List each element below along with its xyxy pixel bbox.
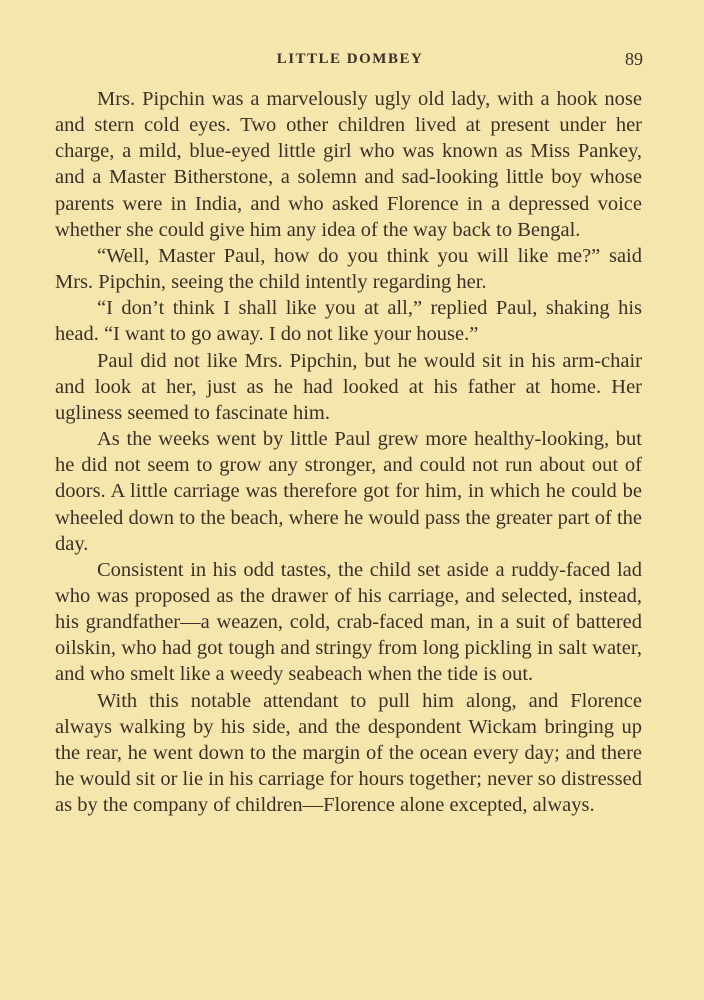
paragraph: Mrs. Pipchin was a marvelously ugly old lady, with a hook nose and stern cold eyes. Two other children lived at present under her charge, a mild, blue-eyed little girl who was known as Miss Pankey, and a Master Bitherstone, a solemn and sad-looking little boy whose parents were in India, and who asked Florence in a depressed voice whether she could give him any idea of the way back to Bengal.: [55, 88, 642, 241]
page-number: 89: [625, 49, 643, 69]
running-title: LITTLE DOMBEY: [276, 51, 424, 67]
paragraph: Paul did not like Mrs. Pipchin, but he would sit in his arm-chair and look at her, just as he had looked at his father at home. Her ugliness seemed to fascinate him.: [55, 349, 642, 424]
paragraph: With this notable attendant to pull him along, and Florence always walking by his side, and the despondent Wickam bringing up the rear, he went down to the margin of the ocean every day; and there he would sit or lie in his carriage for hours together; never so distressed as by the company of children—Florence alone excepted, always.: [55, 689, 642, 817]
paragraph: “Well, Master Paul, how do you think you will like me?” said Mrs. Pipchin, seeing the child intently regarding her.: [55, 244, 642, 294]
paragraph: As the weeks went by little Paul grew more healthy-looking, but he did not seem to grow any stronger, and could not run about out of doors. A little carriage was therefore got for him, in which he could be wheeled down to the beach, where he would pass the greater part of the day.: [55, 428, 642, 555]
page-header: [55, 49, 645, 75]
body-text: [55, 86, 642, 818]
paragraph: “I don’t think I shall like you at all,” replied Paul, shaking his head. “I want to go away. I do not like your house.”: [55, 297, 642, 346]
paragraph: Consistent in his odd tastes, the child set aside a ruddy-faced lad who was proposed as the drawer of his carriage, and selected, instead, his grandfather—a weazen, cold, crab-faced man, in a suit of battered oilskin, who had got tough and stringy from long pickling in salt water, and who smelt like a weedy seabeach when the tide is out.: [55, 558, 642, 686]
